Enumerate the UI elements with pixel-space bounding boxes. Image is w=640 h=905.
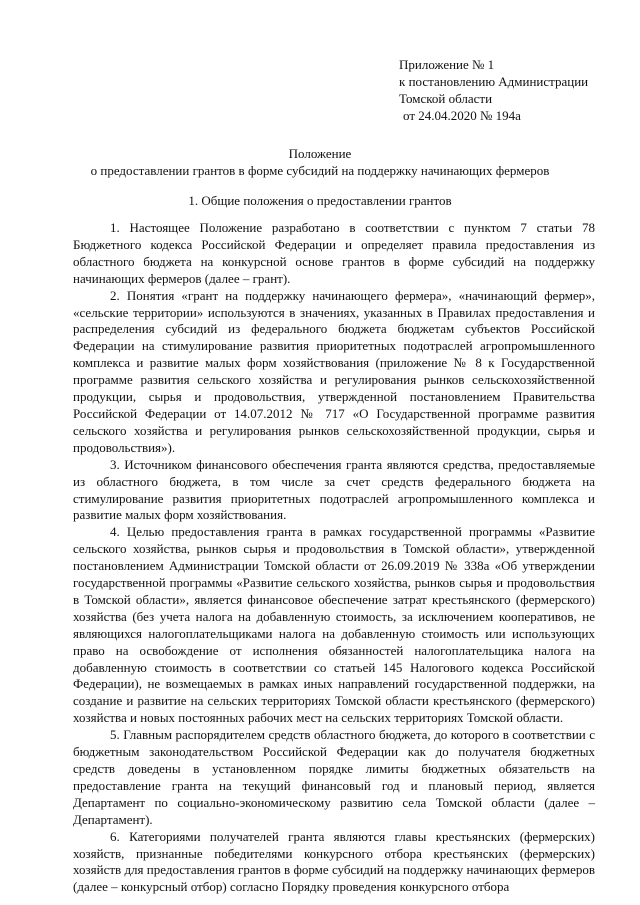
appendix-block	[399, 56, 588, 124]
paragraph-5: 5. Главным распорядителем средств областного бюджета, до которого в соответствии с бюджетным законодательством Российской Федерации как до получателя бюджетных средств доведены в установленном порядке лимиты бюджетных обязательств на предоставление гранта на текущий финансовый год и плановый период, является Департамент по социально-экономическому развитию села Томской области (далее – Департамент).	[73, 727, 595, 827]
document-body	[73, 220, 595, 896]
paragraph-1: 1. Настоящее Положение разработано в соответствии с пунктом 7 статьи 78 Бюджетного кодекса Российской Федерации и определяет правила предоставления из областного бюджета на конкурсной основе грантов в форме субсидий на поддержку начинающих фермеров (далее – грант).	[73, 220, 595, 286]
appendix-date: от 24.04.2020 № 194а	[403, 108, 521, 123]
appendix-reference: к постановлению Администрации	[399, 74, 589, 89]
section-heading: 1. Общие положения о предоставлении грантов	[188, 193, 452, 208]
paragraph-6: 6. Категориями получателей гранта являются главы крестьянских (фермерских) хозяйств, признанные победителями конкурсного отбора крестьянских (фермерских) хозяйств для предоставления грантов в форме субсидий на поддержку начинающих фермеров (далее – конкурсный отбор) согласно Порядку проведения конкурсного отбора	[73, 828, 595, 895]
title-heading: Положение	[288, 146, 352, 161]
title-subheading: о предоставлении грантов в форме субсидий на поддержку начинающих фермеров	[90, 163, 550, 178]
document-title	[0, 145, 640, 179]
appendix-region: Томской области	[399, 91, 493, 106]
paragraph-4: 4. Целью предоставления гранта в рамках государственной программы «Развитие сельского хозяйства, рынков сырья и продовольствия в Томской области», утвержденной постановлением Администрации Томской области от 26.09.2019 № 338а «Об утверждении государственной программы «Развитие сельского хозяйства, рынков сырья и продовольствия в Томской области», является финансовое обеспечение затрат крестьянского (фермерского) хозяйства (без учета налога на добавленную стоимость, за исключением кооперативов, не являющихся налогоплательщиками налога на добавленную стоимость или использующих право на освобождение от исполнения обязанностей налогоплательщика налога на добавленную стоимость в соответствии со статьей 145 Налогового кодекса Российской Федерации), не возмещаемых в рамках иных направлений государственной поддержки, на создание и развитие на сельских территориях Томской области крестьянского (фермерского) хозяйства и новых постоянных рабочих мест на сельских территориях Томской области.	[73, 524, 595, 726]
paragraph-2: 2. Понятия «грант на поддержку начинающего фермера», «начинающий фермер», «сельские территории» используются в значениях, указанных в Правилах предоставления и распределения субсидий из федерального бюджета бюджетам субъектов Российской Федерации на стимулирование развития приоритетных подотраслей агропромышленного комплекса и развитие малых форм хозяйствования (приложение № 8 к Государственной программе развития сельского хозяйства и регулирования рынков сельскохозяйственной продукции, сырья и продовольствия, утвержденной постановлением Правительства Российской Федерации от 14.07.2012 № 717 «О Государственной программе развития сельского хозяйства и регулирования рынков сельскохозяйственной продукции, сырья и продовольствия»).	[73, 287, 595, 455]
paragraph-3: 3. Источником финансового обеспечения гранта являются средства, предоставляемые из областного бюджета, в том числе за счет средств федерального бюджета на стимулирование развития приоритетных подотраслей агропромышленного комплекса и развитие малых форм хозяйствования.	[73, 456, 595, 523]
appendix-number: Приложение № 1	[399, 57, 495, 72]
